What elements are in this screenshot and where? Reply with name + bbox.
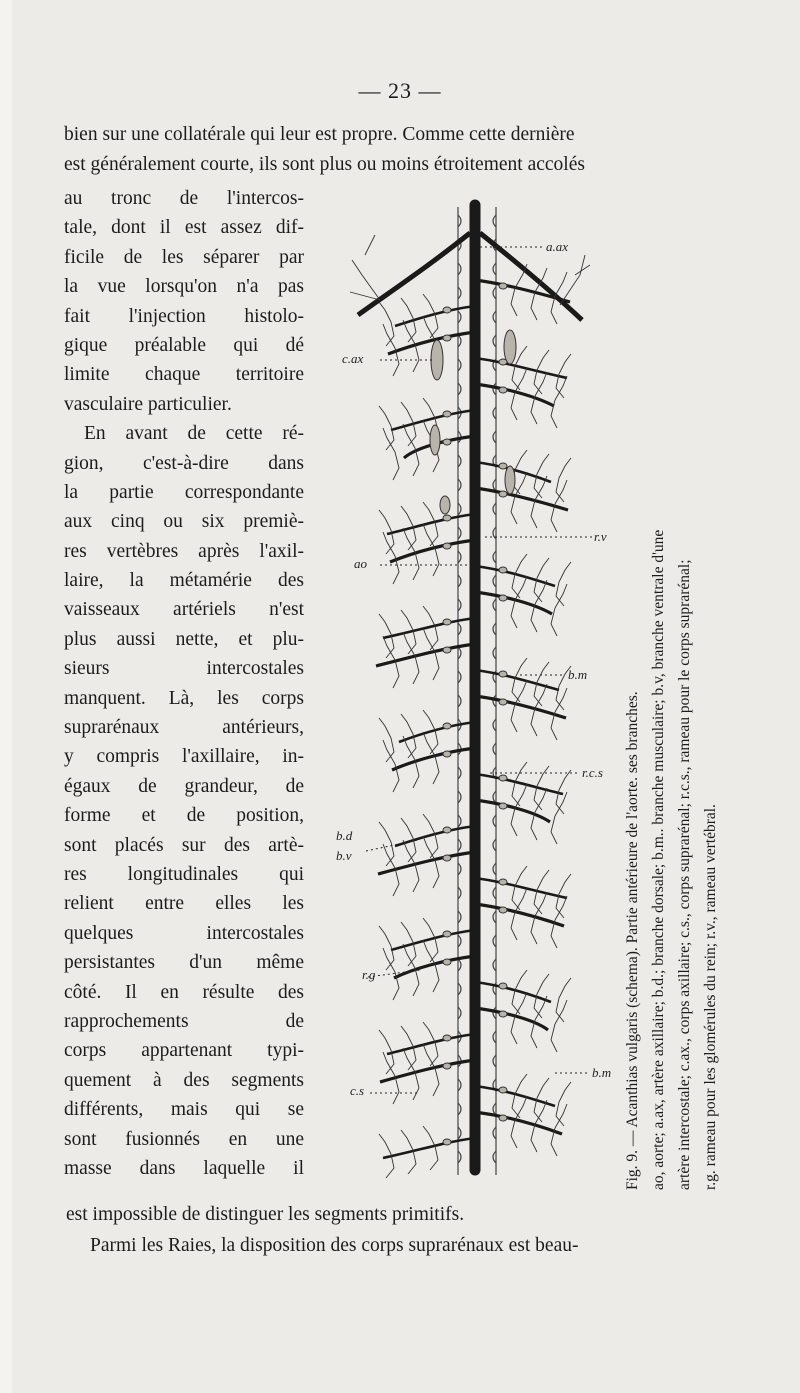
caption-line-2: ao, aorte; a.ax, artère axillaire; b.d.; branche dorsale; b.m.. branche musculaire; b.v, branche ventrale d'une [650, 529, 667, 1190]
twig [379, 718, 394, 762]
label-c-ax: c.ax [342, 351, 364, 366]
twig [551, 376, 567, 428]
column-line: sont fusionnés en une [64, 1128, 304, 1150]
suprarenal-body [499, 359, 507, 365]
suprarenal-body [499, 387, 507, 393]
intercostal-branch [392, 748, 475, 770]
twig [551, 1000, 567, 1052]
column-line: vaisseaux artériels n'est [64, 599, 304, 621]
body-line-3: est impossible de distinguer les segments primitifs. [66, 1204, 465, 1225]
label-b-m-2: b.m [592, 1065, 612, 1080]
column-line: limite chaque territoire [64, 364, 304, 386]
suprarenal-body [443, 855, 451, 861]
suprarenal-body [443, 959, 451, 965]
suprarenal-body [499, 1115, 507, 1121]
twig [383, 948, 399, 1000]
column-line: sont placés sur des artè- [64, 834, 304, 856]
twig [551, 792, 567, 844]
axillary-artery-left [358, 233, 470, 315]
intercostal-branch [394, 956, 475, 978]
column-line: manquent. Là, les corps [64, 687, 304, 709]
suprarenal-body [443, 723, 451, 729]
caption-line-1: Fig. 9. — Acanthias vulgaris (schema). Partie antérieure de l'aorte. ses branches. [624, 691, 641, 1190]
twig [379, 926, 394, 970]
column-line: laire, la métamérie des [64, 570, 304, 592]
column-line: res vertèbres après l'axil- [64, 540, 304, 562]
label-r-v: r.v [594, 529, 607, 544]
intercostal-branch [475, 696, 566, 718]
left-text-column [64, 184, 304, 1183]
caption-line-4: r.g. rameau pour les glomérules du rein; r.v., rameau vertébral. [702, 804, 719, 1190]
suprarenal-body [499, 491, 507, 497]
aorta-figure [320, 195, 620, 1185]
column-line: gion, c'est-à-dire dans [64, 452, 304, 474]
twig [379, 302, 394, 346]
suprarenal-body [499, 595, 507, 601]
suprarenal-body [499, 671, 507, 677]
column-line: quelques intercostales [64, 922, 304, 944]
column-line: tale, dont il est assez dif- [64, 217, 304, 239]
column-line: sieurs intercostales [64, 658, 304, 680]
label-a-ax: a.ax [546, 239, 569, 254]
body-line-4: Parmi les Raies, la disposition des corps suprarénaux est beau- [90, 1235, 579, 1256]
column-line: vasculaire particulier. [64, 393, 232, 415]
suprarenal-body [443, 515, 451, 521]
intercostal-branch [387, 1034, 475, 1054]
suprarenal-body [499, 463, 507, 469]
column-line: rapprochements de [64, 1010, 304, 1032]
suprarenal-body [443, 411, 451, 417]
label-r-c-s: r.c.s [582, 765, 603, 780]
twig [383, 740, 399, 792]
intercostal-branch [475, 1112, 562, 1134]
suprarenal-body [443, 439, 451, 445]
twig [551, 584, 567, 636]
suprarenal-body [443, 751, 451, 757]
column-line: la vue lorsqu'on n'a pas [64, 276, 304, 298]
column-line: relient entre elles les [64, 893, 304, 915]
suprarenal-body [443, 931, 451, 937]
column-line: plus aussi nette, et plu- [64, 628, 304, 650]
suprarenal-body [499, 803, 507, 809]
twig [556, 770, 571, 814]
column-line: la partie correspondante [64, 481, 304, 503]
column-line: corps appartenant typi- [64, 1040, 304, 1062]
suprarenal-body [443, 1139, 451, 1145]
column-line: persistantes d'un même [64, 952, 304, 974]
scan-edge [0, 0, 12, 1393]
twig [379, 510, 394, 554]
twig [556, 562, 571, 606]
label-b-m-1: b.m [568, 667, 588, 682]
label-ao: ao [354, 556, 367, 571]
column-line: forme et de position, [64, 805, 304, 827]
suprarenal-body [499, 907, 507, 913]
column-line: suprarénaux antérieurs, [64, 717, 304, 739]
body-line-1: bien sur une collatérale qui leur est propre. Comme cette dernière [64, 124, 575, 145]
column-line: y compris l'axillaire, in- [64, 746, 304, 768]
column-line: égaux de grandeur, de [64, 775, 304, 797]
label-b-d: b.d [336, 828, 353, 843]
suprarenal-body [499, 983, 507, 989]
suprarenal-body [443, 827, 451, 833]
twig [379, 1030, 394, 1074]
column-line: En avant de cette ré- [84, 423, 304, 445]
suprarenal-body [443, 647, 451, 653]
intercostal-branch [475, 280, 570, 302]
suprarenal-body [443, 619, 451, 625]
suprarenal-body [499, 1011, 507, 1017]
twig [379, 406, 394, 450]
label-c-s: c.s [350, 1083, 365, 1098]
column-line: côté. Il en résulte des [64, 981, 304, 1003]
label-b-v: b.v [336, 848, 352, 863]
page-number: — 23 — [358, 78, 442, 103]
column-line: au tronc de l'intercos- [64, 188, 304, 209]
suprarenal-body [499, 283, 507, 289]
intercostal-branch [475, 774, 563, 794]
intercostal-branch [387, 514, 475, 534]
column-line: res longitudinales qui [64, 863, 304, 885]
suprarenal-body [443, 1063, 451, 1069]
twig [556, 458, 571, 502]
label-r-g: r.g [362, 967, 376, 982]
suprarenal-body [499, 775, 507, 781]
column-line: quement à des segments [64, 1069, 304, 1091]
suprarenal-body [499, 699, 507, 705]
suprarenal-body [499, 879, 507, 885]
twig [379, 822, 394, 866]
suprarenal-body [443, 307, 451, 313]
column-line: masse dans laquelle il [64, 1157, 304, 1179]
twig [556, 978, 571, 1022]
suprarenal-body [499, 1087, 507, 1093]
intercostal-branch [475, 358, 567, 378]
suprarenal-body [443, 335, 451, 341]
suprarenal-body [443, 1035, 451, 1041]
column-line: ficile de les séparer par [64, 246, 304, 268]
caption-line-3: artère intercostale; c.ax., corps axillaire; c.s., corps suprarénal; r.c.s., rameau pour le corps suprarénal; [676, 559, 693, 1190]
suprarenal-body [443, 543, 451, 549]
column-line: aux cinq ou six premiè- [64, 511, 304, 533]
figure-caption [620, 190, 724, 1190]
column-line: différents, mais qui se [64, 1099, 304, 1121]
twig [383, 428, 399, 480]
column-line: gique préalable qui dé [64, 334, 304, 356]
intercostal-branch [475, 878, 567, 898]
body-line-2: est généralement courte, ils sont plus ou moins étroitement accolés [64, 154, 585, 175]
intercostal-branch [475, 904, 564, 926]
suprarenal-body [499, 567, 507, 573]
twig [556, 1082, 571, 1126]
column-line: fait l'injection histolo- [64, 305, 304, 327]
